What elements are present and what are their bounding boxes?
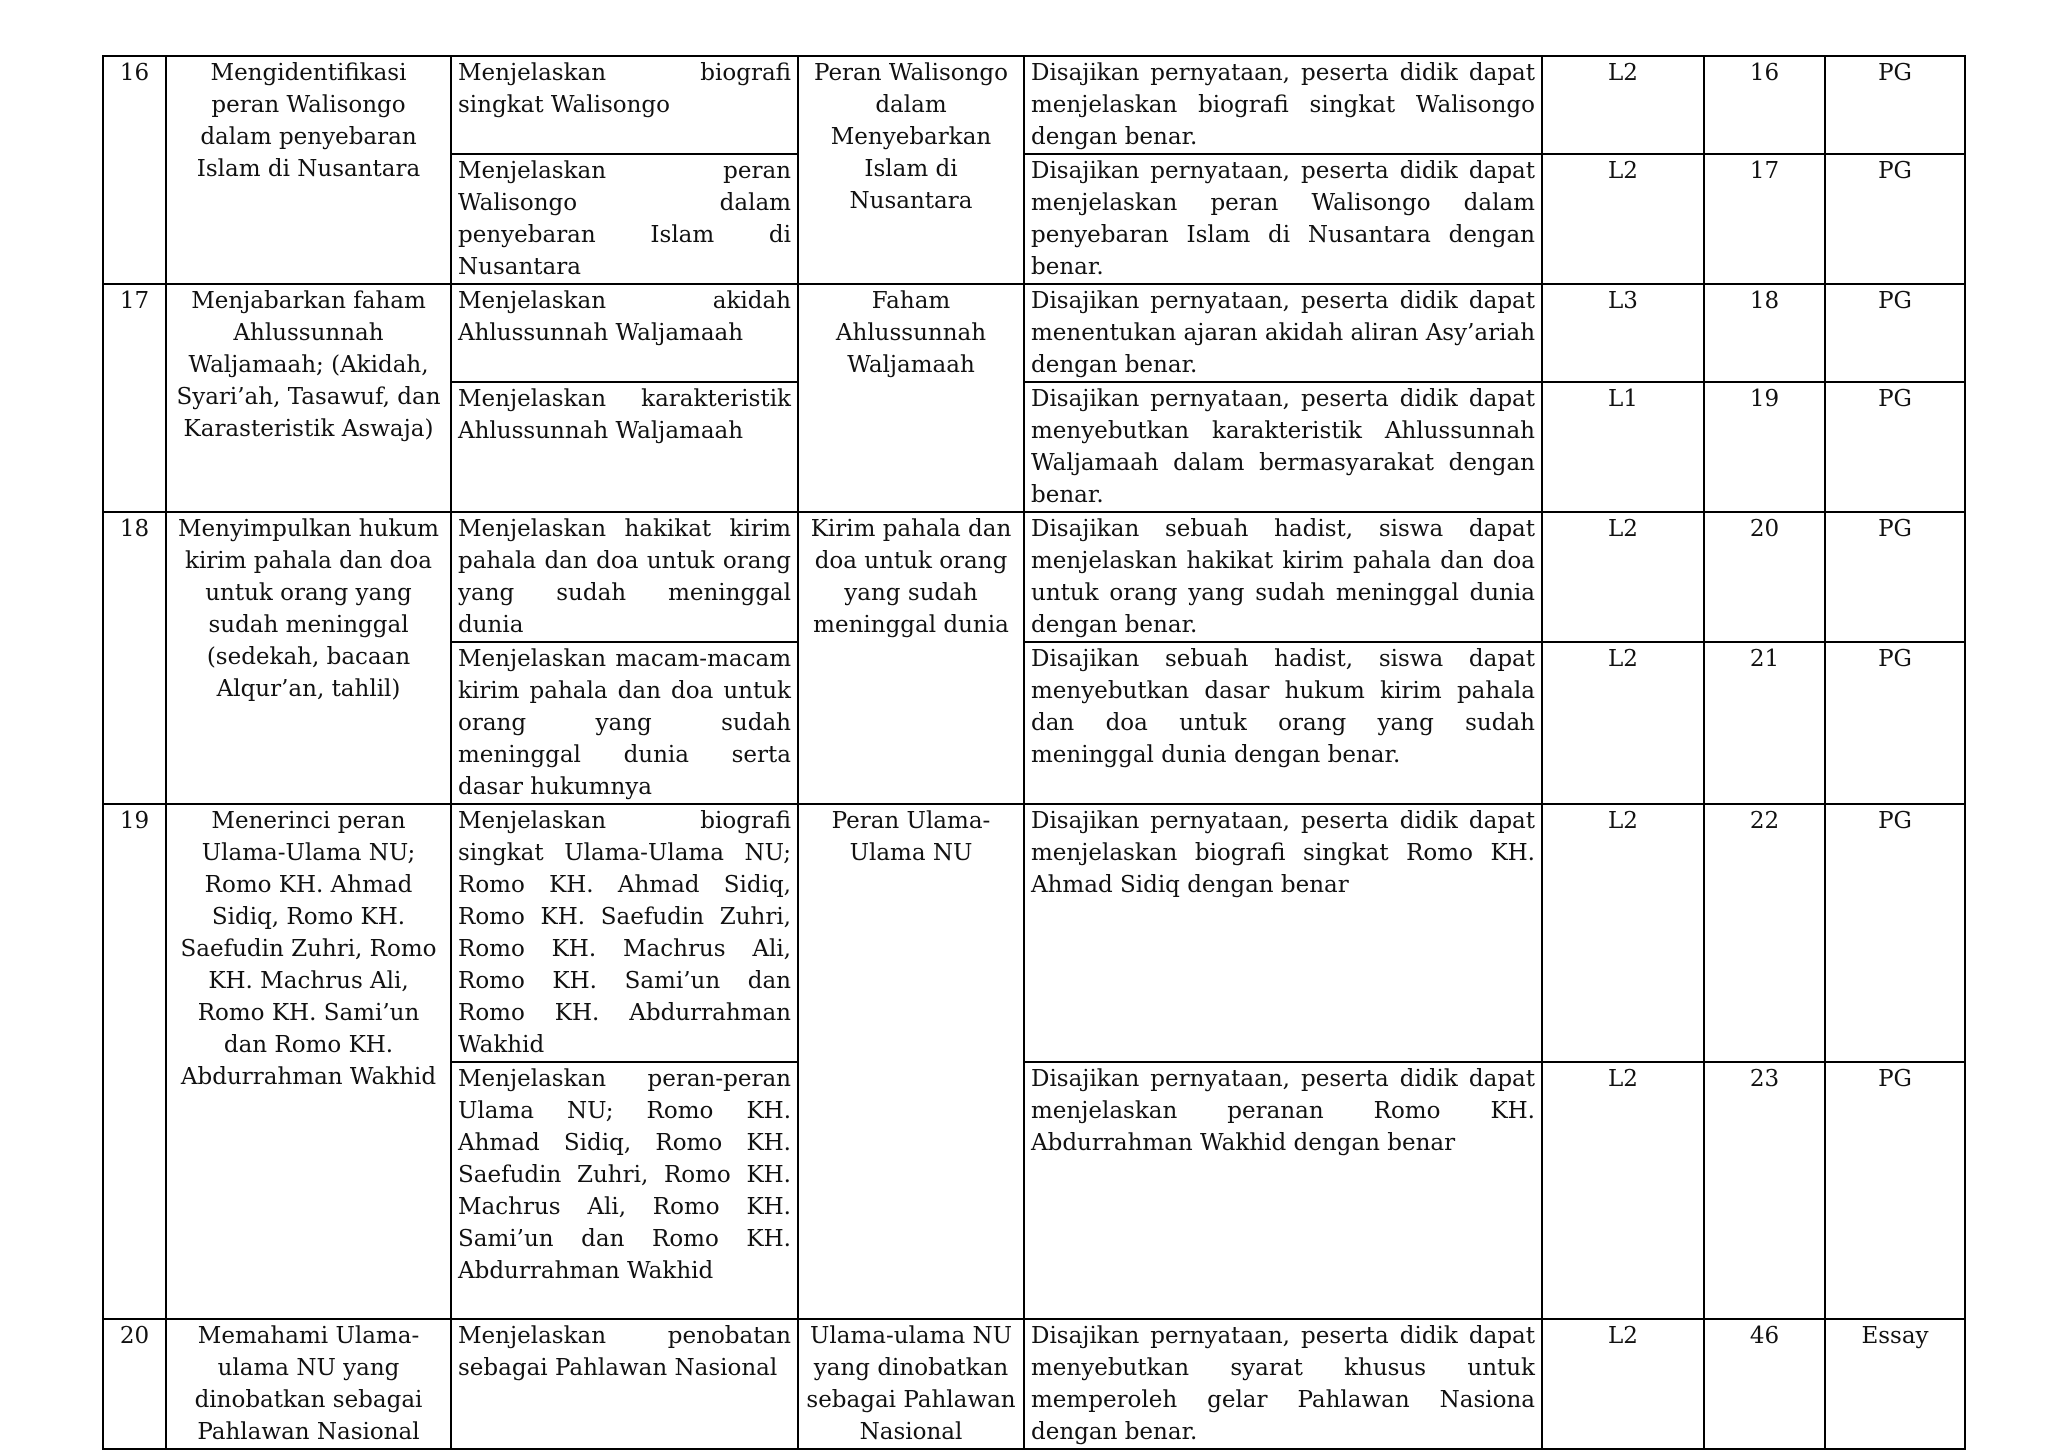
- bentuk-soal: PG: [1825, 804, 1965, 1062]
- kompetensi-dasar: Menjabarkan faham Ahlussunnah Waljamaah; (Akidah, Syari’ah, Tasawuf, dan Karasteristik Aswaja): [166, 284, 451, 512]
- indikator: Menjelaskan karakteristik Ahlussunnah Waljamaah: [451, 382, 798, 512]
- indikator: Menjelaskan macam-macam kirim pahala dan doa untuk orang yang sudah meninggal dunia serta dasar hukumnya: [451, 642, 798, 804]
- row-number: 17: [103, 284, 166, 512]
- materi: Kirim pahala dan doa untuk orang yang sudah meninggal dunia: [798, 512, 1024, 804]
- nomor-soal: 20: [1704, 512, 1825, 642]
- indikator: Menjelaskan biografi singkat Ulama-Ulama NU; Romo KH. Ahmad Sidiq, Romo KH. Saefudin Zuhri, Romo KH. Machrus Ali, Romo KH. Sami’un dan Romo KH. Abdurrahman Wakhid: [451, 804, 798, 1062]
- indikator: Menjelaskan peran Walisongo dalam penyebaran Islam di Nusantara: [451, 154, 798, 284]
- level-kognitif: L2: [1542, 154, 1704, 284]
- kisi-kisi-table: [102, 55, 1966, 1450]
- level-kognitif: L2: [1542, 1319, 1704, 1449]
- materi: Peran Walisongo dalam Menyebarkan Islam di Nusantara: [798, 56, 1024, 284]
- nomor-soal: 18: [1704, 284, 1825, 382]
- indikator-soal: Disajikan sebuah hadist, siswa dapat menyebutkan dasar hukum kirim pahala dan doa untuk orang yang sudah meninggal dunia dengan benar.: [1024, 642, 1542, 804]
- kompetensi-dasar: Menyimpulkan hukum kirim pahala dan doa untuk orang yang sudah meninggal (sedekah, bacaan Alqur’an, tahlil): [166, 512, 451, 804]
- kompetensi-dasar: Menerinci peran Ulama-Ulama NU; Romo KH. Ahmad Sidiq, Romo KH. Saefudin Zuhri, Romo KH. Machrus Ali, Romo KH. Sami’un dan Romo KH. Abdurrahman Wakhid: [166, 804, 451, 1319]
- materi: Faham Ahlussunnah Waljamaah: [798, 284, 1024, 512]
- bentuk-soal: PG: [1825, 154, 1965, 284]
- table-row: [103, 512, 1965, 642]
- row-number: 19: [103, 804, 166, 1319]
- bentuk-soal: PG: [1825, 284, 1965, 382]
- nomor-soal: 17: [1704, 154, 1825, 284]
- kompetensi-dasar: Mengidentifikasi peran Walisongo dalam penyebaran Islam di Nusantara: [166, 56, 451, 284]
- indikator-soal: Disajikan pernyataan, peserta didik dapat menjelaskan biografi singkat Romo KH. Ahmad Sidiq dengan benar: [1024, 804, 1542, 1062]
- nomor-soal: 19: [1704, 382, 1825, 512]
- indikator: Menjelaskan biografi singkat Walisongo: [451, 56, 798, 154]
- level-kognitif: L1: [1542, 382, 1704, 512]
- indikator-soal: Disajikan pernyataan, peserta didik dapat menjelaskan biografi singkat Walisongo dengan benar.: [1024, 56, 1542, 154]
- table-row: [103, 284, 1965, 382]
- bentuk-soal: PG: [1825, 382, 1965, 512]
- materi: Ulama-ulama NU yang dinobatkan sebagai Pahlawan Nasional: [798, 1319, 1024, 1449]
- table-row: [103, 1319, 1965, 1449]
- row-number: 16: [103, 56, 166, 284]
- bentuk-soal: Essay: [1825, 1319, 1965, 1449]
- indikator: Menjelaskan hakikat kirim pahala dan doa untuk orang yang sudah meninggal dunia: [451, 512, 798, 642]
- materi: Peran Ulama-Ulama NU: [798, 804, 1024, 1319]
- level-kognitif: L2: [1542, 642, 1704, 804]
- row-number: 18: [103, 512, 166, 804]
- kompetensi-dasar: Memahami Ulama-ulama NU yang dinobatkan sebagai Pahlawan Nasional: [166, 1319, 451, 1449]
- indikator: Menjelaskan akidah Ahlussunnah Waljamaah: [451, 284, 798, 382]
- bentuk-soal: PG: [1825, 642, 1965, 804]
- indikator-soal: Disajikan pernyataan, peserta didik dapat menjelaskan peranan Romo KH. Abdurrahman Wakhid dengan benar: [1024, 1062, 1542, 1319]
- bentuk-soal: PG: [1825, 1062, 1965, 1319]
- indikator-soal: Disajikan sebuah hadist, siswa dapat menjelaskan hakikat kirim pahala dan doa untuk orang yang sudah meninggal dunia dengan benar.: [1024, 512, 1542, 642]
- level-kognitif: L2: [1542, 56, 1704, 154]
- level-kognitif: L2: [1542, 804, 1704, 1062]
- nomor-soal: 23: [1704, 1062, 1825, 1319]
- indikator: Menjelaskan penobatan sebagai Pahlawan Nasional: [451, 1319, 798, 1449]
- indikator: Menjelaskan peran-peran Ulama NU; Romo KH. Ahmad Sidiq, Romo KH. Saefudin Zuhri, Romo KH. Machrus Ali, Romo KH. Sami’un dan Romo KH. Abdurrahman Wakhid: [451, 1062, 798, 1319]
- table-row: [103, 56, 1965, 154]
- level-kognitif: L3: [1542, 284, 1704, 382]
- indikator-soal: Disajikan pernyataan, peserta didik dapat menyebutkan karakteristik Ahlussunnah Waljamaah dalam bermasyarakat dengan benar.: [1024, 382, 1542, 512]
- indikator-soal: Disajikan pernyataan, peserta didik dapat menjelaskan peran Walisongo dalam penyebaran Islam di Nusantara dengan benar.: [1024, 154, 1542, 284]
- nomor-soal: 46: [1704, 1319, 1825, 1449]
- nomor-soal: 22: [1704, 804, 1825, 1062]
- table-row: [103, 804, 1965, 1062]
- bentuk-soal: PG: [1825, 56, 1965, 154]
- row-number: 20: [103, 1319, 166, 1449]
- level-kognitif: L2: [1542, 512, 1704, 642]
- bentuk-soal: PG: [1825, 512, 1965, 642]
- indikator-soal: Disajikan pernyataan, peserta didik dapat menentukan ajaran akidah aliran Asy’ariah dengan benar.: [1024, 284, 1542, 382]
- level-kognitif: L2: [1542, 1062, 1704, 1319]
- indikator-soal: Disajikan pernyataan, peserta didik dapat menyebutkan syarat khusus untuk memperoleh gelar Pahlawan Nasiona dengan benar.: [1024, 1319, 1542, 1449]
- nomor-soal: 16: [1704, 56, 1825, 154]
- nomor-soal: 21: [1704, 642, 1825, 804]
